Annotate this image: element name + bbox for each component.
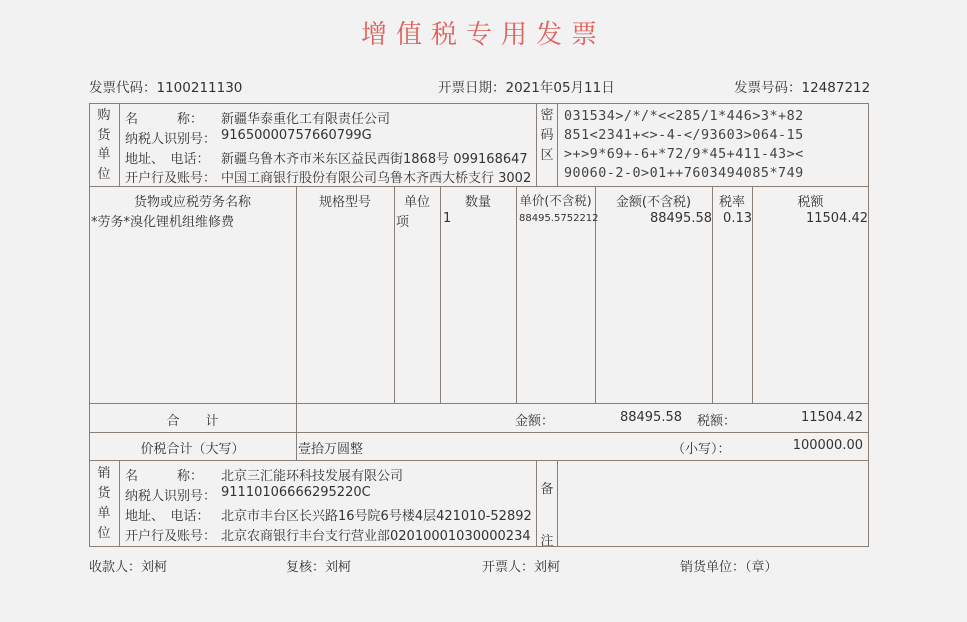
col-header-tax: 税额 xyxy=(797,195,824,210)
buyer-name: 新疆华泰重化工有限责任公司 xyxy=(221,112,391,127)
divider xyxy=(516,186,517,403)
remarks-section-label: 备注 xyxy=(540,482,554,549)
seller-bank: 北京农商银行丰台支行营业部02010001030000234 xyxy=(221,529,531,544)
divider xyxy=(119,460,120,547)
col-header-spec: 规格型号 xyxy=(318,195,371,210)
col-header-price: 单价(不含税) xyxy=(519,193,592,208)
cipher-section-label: 密码区 xyxy=(540,108,554,163)
cipher-line: >+>9*69+-6+*72/9*45+411-43>< xyxy=(564,147,804,162)
seller-address: 北京市丰台区长兴路16号院6号楼4层421010-52892 xyxy=(221,509,532,524)
invoice-title: 增值税专用发票 xyxy=(360,20,606,50)
footer-seller-stamp: 销货单位：（章） xyxy=(680,560,778,575)
issuer-label: 开票人： xyxy=(482,560,535,575)
item-name: *劳务*溴化锂机组维修费 xyxy=(91,215,235,230)
totals-tax: 11504.42 xyxy=(800,410,863,425)
seller-bank-label: 开户行及账号： xyxy=(125,529,217,544)
footer-payee xyxy=(89,556,167,575)
seller-taxid-label: 纳税人识别号： xyxy=(125,489,217,504)
invoice-code xyxy=(89,76,242,96)
totals-amount: 88495.58 xyxy=(619,410,682,425)
divider xyxy=(89,403,869,404)
grand-total-label: 价税合计（大写） xyxy=(140,442,245,457)
buyer-bank-label: 开户行及账号： xyxy=(125,171,217,186)
seller-address-label: 地址、 电话： xyxy=(125,509,210,524)
cipher-line: 851<2341+<>-4-</93603>064-15 xyxy=(564,128,804,143)
seller-name: 北京三汇能环科技发展有限公司 xyxy=(221,469,404,484)
item-tax: 11504.42 xyxy=(805,211,868,226)
reviewer-value: 刘柯 xyxy=(325,560,352,575)
cipher-line: 90060-2-0>01++7603494085*749 xyxy=(564,166,804,181)
seller-section-label: 销货单位 xyxy=(97,466,111,541)
payee-label: 收款人： xyxy=(89,560,142,575)
item-rate: 0.13 xyxy=(723,211,752,226)
col-header-qty: 数量 xyxy=(464,195,491,210)
cipher-line: 031534>/*/*<<285/1*446>3*+82 xyxy=(564,109,804,124)
footer-issuer xyxy=(482,556,560,575)
divider xyxy=(394,186,395,403)
invoice-date-value: 2021年05月11日 xyxy=(505,80,615,96)
divider xyxy=(440,186,441,403)
invoice-date xyxy=(438,76,615,96)
col-header-name: 货物或应税劳务名称 xyxy=(133,195,251,210)
reviewer-label: 复核： xyxy=(286,560,326,575)
item-unit: 项 xyxy=(396,215,410,230)
divider xyxy=(296,186,297,460)
seller-taxid: 91110106666295220C xyxy=(221,485,371,500)
col-header-rate: 税率 xyxy=(718,195,745,210)
invoice-code-label: 发票代码： xyxy=(89,80,157,96)
footer-reviewer xyxy=(286,556,351,575)
buyer-bank: 中国工商银行股份有限公司乌鲁木齐西大桥支行 3002 xyxy=(221,171,532,186)
invoice-number-label: 发票号码： xyxy=(734,80,802,96)
divider xyxy=(557,460,558,547)
buyer-name-label: 名 称： xyxy=(125,112,204,127)
issuer-value: 刘柯 xyxy=(534,560,561,575)
buyer-address: 新疆乌鲁木齐市米东区益民西街1868号 099168647 xyxy=(221,152,528,167)
totals-label: 合 计 xyxy=(166,414,219,429)
buyer-address-label: 地址、 电话： xyxy=(125,152,210,167)
seller-name-label: 名 称： xyxy=(125,469,204,484)
divider xyxy=(752,186,753,403)
totals-tax-label: 税额： xyxy=(697,414,737,429)
grand-total-upper: 壹拾万圆整 xyxy=(298,442,364,457)
grand-total-lower: 100000.00 xyxy=(792,438,863,453)
invoice-code-value: 1100211130 xyxy=(156,80,243,96)
item-amount: 88495.58 xyxy=(649,211,712,226)
invoice-number-value: 12487212 xyxy=(801,80,871,96)
col-header-unit: 单位 xyxy=(403,195,430,210)
buyer-taxid: 91650000757660799G xyxy=(221,128,372,143)
item-price: 88495.5752212 xyxy=(519,213,599,224)
buyer-section-label: 购货单位 xyxy=(97,108,111,182)
invoice-date-label: 开票日期： xyxy=(438,80,506,96)
totals-amount-label: 金额： xyxy=(515,414,555,429)
buyer-taxid-label: 纳税人识别号： xyxy=(125,132,217,147)
col-header-amount: 金额(不含税) xyxy=(615,195,692,210)
divider xyxy=(89,432,869,433)
divider xyxy=(89,460,869,461)
payee-value: 刘柯 xyxy=(141,560,168,575)
divider xyxy=(712,186,713,403)
divider xyxy=(557,103,558,186)
divider xyxy=(119,103,120,186)
invoice-number xyxy=(734,76,870,96)
grand-total-lower-label: （小写）： xyxy=(672,442,731,457)
item-qty: 1 xyxy=(443,211,452,226)
